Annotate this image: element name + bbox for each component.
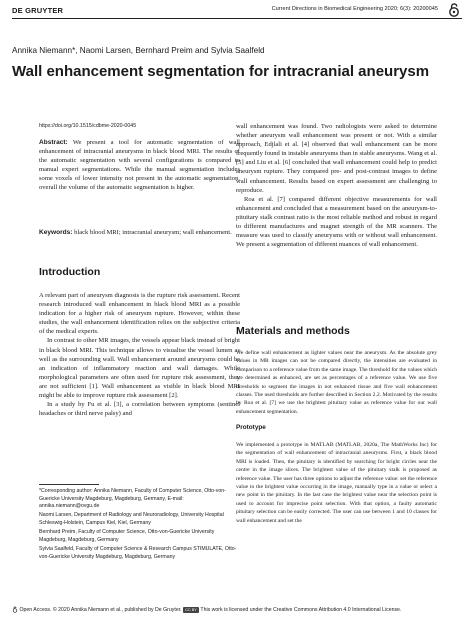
- footnote-larsen: Naomi Larsen, Department of Radiology and Neuroradiology, University Hospital Schleswig-Holstein, Campus Kiel, Kiel, Germany: [39, 512, 224, 526]
- page-header: [0, 0, 474, 38]
- publisher-name: DE GRUYTER: [12, 6, 64, 15]
- header-rule: [12, 18, 462, 19]
- methods-heading: Materials and methods: [236, 325, 350, 337]
- doi-link[interactable]: https://doi.org/10.1515/cdbme-2020-0045: [39, 123, 137, 129]
- keywords-label: Keywords:: [39, 229, 73, 236]
- prototype-paragraph: We implemented a prototype in MATLAB (MATLAB, 2020a, The MathWorks Inc) for the segmentation of wall enhancement of intracranial aneurysms. First, a black blood MRI is loaded. Then, the pituitary is identified by searching for bright circles near the centre in the image slices. The brightest value of the pituitary stalk is proposed as reference value. The user has three options to adjust the reference value: set the reference value to the brightest value occurring in the image, manually type in a value or select a new point in the pituitary. In the last case the brightest value near the selection point is used to account for imprecise point selection. With that option, a faulty automatic pituitary selection can be easily corrected. The user can use between 1 and 10 classes for wall enhancement and set the: [236, 442, 437, 524]
- keywords-text: black blood MRI; intracranial aneurysm; wall enhancement.: [74, 229, 232, 236]
- abstract-label: Abstract:: [39, 139, 68, 146]
- abstract-block: [39, 138, 240, 193]
- prototype-body: [236, 441, 437, 525]
- introduction-body: [39, 291, 240, 418]
- prototype-subheading: Prototype: [236, 424, 266, 431]
- intro-paragraph-3: In a study by Fu et al. [3], a correlation between symptoms (sentinel headaches or third nerve palsy) and: [39, 401, 240, 418]
- open-access-statement: Open Access. © 2020 Annika Niemann et al., published by De Gruyter.: [19, 607, 182, 613]
- intro-continued-paragraph: wall enhancement was found. Two radiologists were asked to determine whether aneurysm wall enhancement was present or not. With a similar approach, Edjlali et al. [4] observed that wall enhancement can be more frequently found in instable aneurysms than in stable aneurysms. Wang et al. [5] and Liu et al. [6] concluded that wall enhancement could help to predict aneurysm rupture. They compared pre- and post-contrast images to define wall enhancement. Results based on expert assessment are challenging to reproduce.: [236, 123, 437, 194]
- footnote-saalfeld: Sylvia Saalfeld, Faculty of Computer Science & Research Campus STIMULATE, Otto-von-Guericke University Magdeburg, Magdeburg, Germany: [39, 545, 237, 560]
- intro-paragraph-1: A relevant part of aneurysm diagnosis is the rupture risk assessment. Recent research introduced wall enhancement in black blood MRI as a possible indication for a higher risk of aneurysm rupture. However, within these studies, the wall enhancement identification relies on the subjective criteria of the medical experts.: [39, 292, 240, 336]
- open-access-icon: [446, 2, 462, 18]
- cc-by-badge[interactable]: CC BY: [183, 607, 199, 613]
- license-line: [12, 606, 462, 614]
- abstract-text: We present a tool for automatic segmentation of wall enhancement of intracranial aneurysms in black blood MRI. The results of the automatic segmentation with several configurations is compared to manual expert segmentations. While the manual segmentation includes some voxels of lower intensity not present in the automatic segmentation, overall the volume of the automatic segmentation is higher.: [39, 139, 240, 192]
- footnote-rule: [39, 484, 99, 485]
- intro-roa-paragraph: Roa et al. [7] compared different objective measurements for wall enhancement and concluded that a measurement based on the aneurysm-to-pituitary stalk contrast ratio is the most reliable method and robust in regard to different manufactures and magnet strength of the MR scanners. The measure was used to classify aneurysms with or without wall enhancement. We present a segmentation of different nuances of wall enhancement.: [236, 195, 437, 249]
- footnote-preim: Bernhard Preim, Faculty of Computer Science, Otto-von-Guericke University Magdeburg, Magdeburg, Germany: [39, 529, 215, 543]
- author-affiliations: [39, 488, 240, 563]
- footnote-corresponding: *Corresponding author: Annika Niemann, Faculty of Computer Science, Otto-von-Guericke University Magdeburg, Magdeburg, Germany, E-mail: annika.niemann@ovgu.de: [39, 488, 226, 510]
- keywords-block: [39, 228, 240, 237]
- methods-paragraph-1: We define wall enhancement as lighter values near the aneurysm. As the absolute grey values in MR images can not be compared directly, the intensities are evaluated in comparison to a reference value from the same image. The threshold for the values which are determined as enhanced, are set as percentages of a reference value. We use five thresholds to segment the images in not enhanced tissue and five wall enhancement classes. The used thresholds are further described in Section 2.2. Motivated by the results by Roa et al. [7] we use the brightest pituitary value as reference value for our wall enhancement segmentation.: [236, 350, 437, 415]
- intro-paragraph-2: In contrast to other MR images, the vessels appear black instead of bright in black blood MRI. This technique allows to visualise the vessel lumen as well as the surrounding wall. Wall enhancement around aneurysms could be an indication of inflammatory reaction and wall damages. While morphological parameters are often used for rupture risk assessment, they are not sufficient [1]. Wall enhancement as visible in black blood MRI might be able to improve rupture risk assessment [2].: [39, 337, 240, 400]
- methods-body: [236, 349, 437, 416]
- license-statement: This work is licensed under the Creative Commons Attribution 4.0 International License.: [200, 607, 402, 613]
- introduction-heading: Introduction: [39, 266, 101, 278]
- right-column-intro: [236, 122, 437, 249]
- author-list: Annika Niemann*, Naomi Larsen, Bernhard Preim and Sylvia Saalfeld: [12, 46, 265, 55]
- open-access-small-icon: [12, 606, 18, 613]
- journal-citation: Current Directions in Biomedical Engineering 2020; 6(3): 20200045: [271, 6, 438, 12]
- article-title: Wall enhancement segmentation for intracranial aneurysm: [12, 63, 430, 80]
